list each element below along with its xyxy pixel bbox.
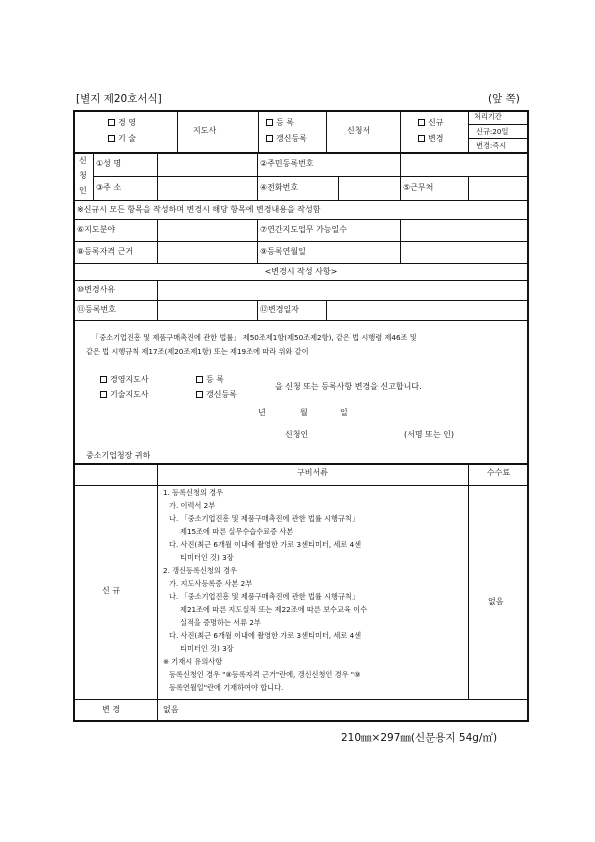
declaration-statement: 을 신청 또는 등록사항 변경을 신고합니다. [275,382,422,391]
resident-number-label: ②주민등록번호 [260,159,314,168]
doc-item-16: 등록연월일"란에 기재하여야 합니다. [169,683,284,692]
change-section-title: <변경시 작성 사항> [264,267,338,276]
applicant-section-1: 신 [79,156,87,165]
available-days-label: ⑦연간지도업무 가능일수 [260,225,347,234]
fee-header: 수수료 [486,468,511,477]
change-date-label: ⑫변경일자 [260,305,299,314]
guide-label: 지도사 [193,126,217,135]
signature-label: (서명 또는 인) [404,430,454,439]
registration-date-label: ⑨등록연월일 [260,247,306,256]
name-label: ①성 명 [96,159,122,168]
fill-notice: ※신규시 모든 항목을 작성하며 변경시 해당 항목에 변경내용을 작성함 [77,205,321,214]
addressee: 중소기업청장 귀하 [86,451,151,460]
technical-checkbox[interactable] [108,135,115,142]
qualification-basis-label: ⑧등록자격 근거 [77,247,134,256]
doc-item-8: 가. 지도사등록증 사본 2부 [169,579,253,588]
doc-item-7: 2. 갱신등록신청의 경우 [163,566,237,575]
form-number: [별지 제20호서식] [76,93,162,105]
page-side: (앞 쪽) [488,93,520,105]
workplace-label: ⑤근무처 [403,183,434,192]
applicant-section-2: 청 [79,171,87,180]
register-checkbox[interactable] [266,119,273,126]
mgmt-guide-option[interactable]: 경영지도사 [100,376,149,384]
documents-header: 구비서류 [297,468,328,477]
decl-register-checkbox[interactable] [196,376,203,383]
doc-item-14: ※ 기재시 유의사항 [163,657,223,666]
management-checkbox[interactable] [108,119,115,126]
new-option[interactable]: 신규 [418,119,443,127]
decl-register-option[interactable]: 등 록 [196,376,224,384]
address-label: ③주 소 [96,183,122,192]
guidance-area-label: ⑥지도분야 [77,225,116,234]
doc-item-12: 다. 사진(최근 6개월 이내에 촬영한 가로 3센티미터, 세로 4센 [169,631,362,640]
declaration-line-1: 「중소기업진흥 및 제품구매촉진에 관한 법률」 제50조제1항(제50조제2항), 같은 법 시행령 제46조 및 [92,333,417,342]
management-option[interactable]: 경 영 [108,119,136,127]
register-option[interactable]: 등 록 [266,119,294,127]
change-option[interactable]: 변경 [418,135,443,143]
processing-period-new: 신규:20일 [476,127,509,136]
tech-guide-option[interactable]: 기술지도사 [100,391,149,399]
change-docs-text: 없음 [163,705,179,714]
doc-item-1: 1. 등록신청의 경우 [163,488,224,497]
date-month: 월 [300,408,308,417]
phone-label: ④전화번호 [260,183,299,192]
applicant-sign-label: 신청인 [285,430,309,439]
date-day: 일 [340,408,348,417]
paper-spec: 210㎜×297㎜(신문용지 54g/㎡) [341,732,498,744]
renewal-checkbox[interactable] [266,135,273,142]
doc-item-2: 가. 이력서 2부 [169,501,216,510]
change-checkbox[interactable] [418,135,425,142]
processing-period-label: 처리기간 [474,112,502,121]
application-label: 신청서 [347,126,371,135]
declaration-line-2: 같은 법 시행규칙 제17조(제20조제1항) 또는 제19조에 따라 위와 같이 [86,347,309,356]
doc-item-11: 실적을 증명하는 서류 2부 [180,618,261,627]
technical-option[interactable]: 기 술 [108,135,136,143]
doc-item-15: 등록신청인 경우 "⑧등록자격 근거"란에, 갱신신청인 경우 "⑨ [169,670,361,679]
registration-number-label: ⑪등록번호 [77,305,116,314]
date-year: 년 [258,408,266,417]
applicant-section-3: 인 [79,186,87,195]
decl-renewal-option[interactable]: 갱신등록 [196,391,237,399]
doc-item-10: 제21조에 따른 지도실적 또는 제22조에 따른 보수교육 이수 [180,605,368,614]
tech-guide-checkbox[interactable] [100,391,107,398]
processing-period-change: 변경:즉시 [476,141,507,150]
doc-item-5: 다. 사진(최근 6개월 이내에 촬영한 가로 3센티미터, 세로 4센 [169,540,362,549]
mgmt-guide-checkbox[interactable] [100,376,107,383]
doc-item-4: 제15조에 따른 실무수습수료증 사본 [180,527,294,536]
new-docs-label: 신 규 [102,586,120,595]
new-checkbox[interactable] [418,119,425,126]
doc-item-6: 티미터인 것) 3장 [180,553,234,562]
change-reason-label: ⑩변경사유 [77,285,116,294]
doc-item-3: 나. 「중소기업진흥 및 제품구매촉진에 관한 법률 시행규칙」 [169,514,360,523]
doc-item-13: 티미터인 것) 3장 [180,644,234,653]
change-docs-label: 변 경 [102,705,120,714]
doc-item-9: 나. 「중소기업진흥 및 제품구매촉진에 관한 법률 시행규칙」 [169,592,360,601]
renewal-option[interactable]: 갱신등록 [266,135,307,143]
new-fee: 없음 [488,597,504,606]
decl-renewal-checkbox[interactable] [196,391,203,398]
